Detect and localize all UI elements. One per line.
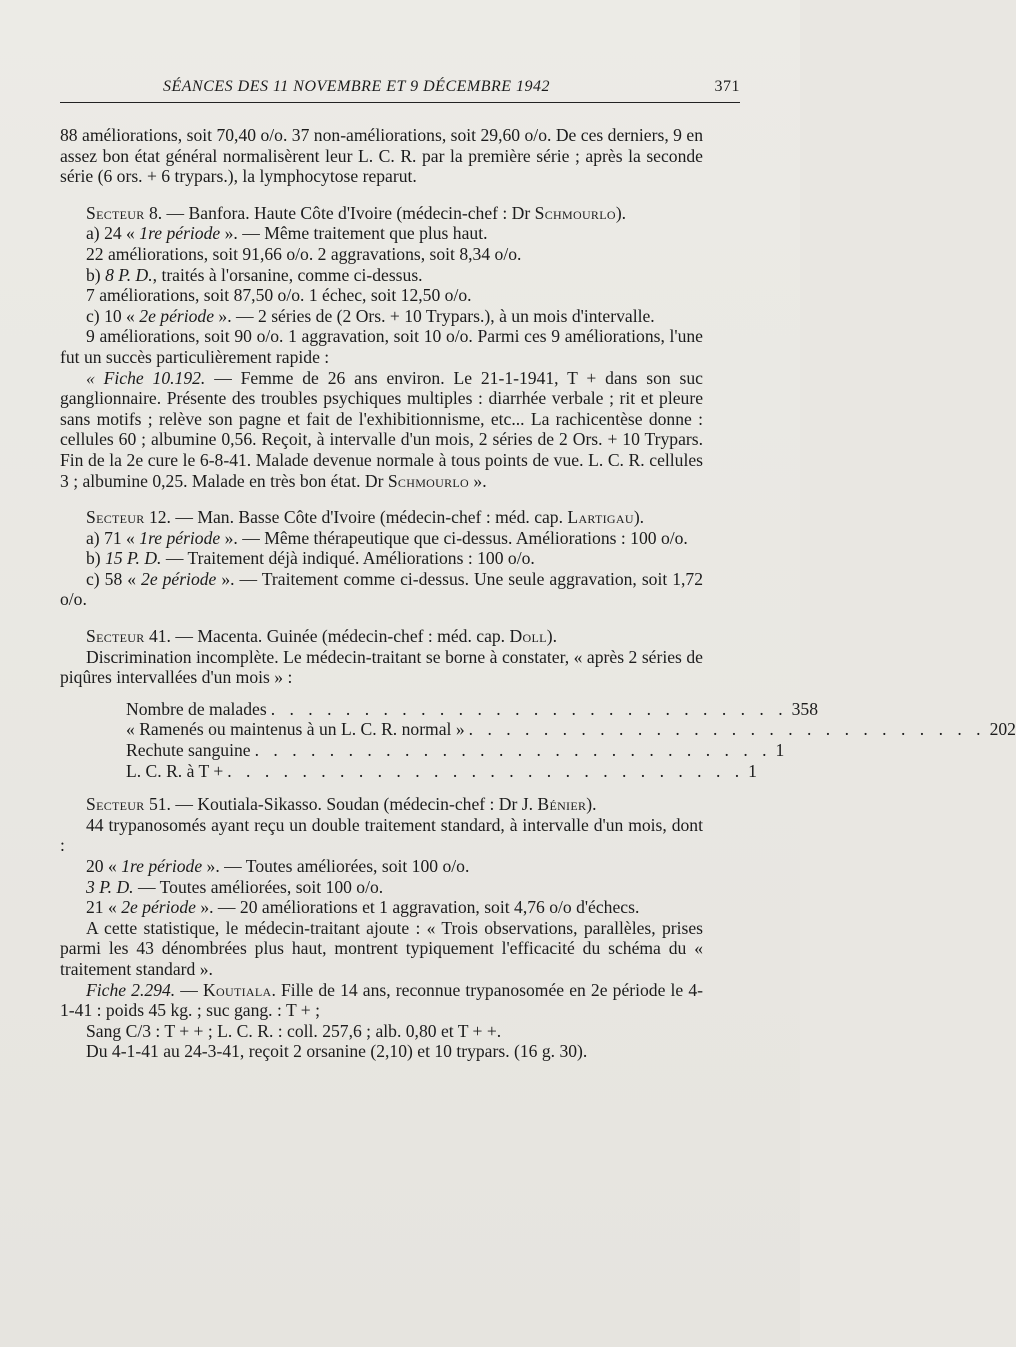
table-row: Nombre de malades . . . . . . . . . . . . . . . . . . . . . . . . . . . . 358	[126, 698, 819, 719]
sector-8-item-c: c) 10 « 2e période ». — 2 séries de (2 Ors. + 10 Trypars.), à un mois d'intervalle.	[86, 305, 655, 326]
sector-51-intro: 44 trypanosomés ayant reçu un double traitement standard, à intervalle d'un mois, dont :	[60, 814, 703, 856]
header-title: SÉANCES DES 11 NOVEMBRE ET 9 DÉCEMBRE 1942	[163, 78, 551, 95]
doctor-name: Doll	[509, 626, 547, 647]
sector-label: Secteur	[86, 794, 145, 815]
doctor-name: Bénier	[537, 794, 587, 815]
sector-51-heading: Secteur 51. — Koutiala-Sikasso. Soudan (médecin-chef : Dr J. Bénier).	[86, 794, 597, 815]
sector-8-result-c: 9 améliorations, soit 90 o/o. 1 aggravation, soit 10 o/o. Parmi ces 9 améliorations, l'une fut un succès particulièrement rapide :	[60, 326, 703, 367]
sector-8-result-a: 22 améliorations, soit 91,66 o/o. 2 aggravations, soit 8,34 o/o.	[86, 243, 522, 264]
running-header	[60, 78, 740, 103]
page-number: 371	[714, 78, 740, 95]
paragraph-results: 88 améliorations, soit 70,40 o/o. 37 non-améliorations, soit 29,60 o/o. De ces derniers, 9 en assez bon état général normalisèrent leur L. C. R. par la première série ; après la seconde série (6 ors. + 6 trypars.), la lymphocytose reparut.	[60, 125, 703, 187]
sector-12-item-c: c) 58 « 2e période ». — Traitement comme ci-dessus. Une seule aggravation, soit 1,72 o/o.	[60, 568, 704, 610]
sector-12-item-b: b) 15 P. D. — Traitement déjà indiqué. Améliorations : 100 o/o.	[86, 548, 535, 569]
body-text	[60, 125, 1016, 1062]
table-row: « Ramenés ou maintenus à un L. C. R. normal » . . . . . . . . . . . . . . . . . . . . . . . . . . . . 202	[126, 719, 1016, 740]
case-treatment: Du 4-1-41 au 24-3-41, reçoit 2 orsanine (2,10) et 10 trypars. (16 g. 30).	[86, 1041, 588, 1062]
doctor-name: Lartigau	[567, 507, 634, 528]
sector-label: Secteur	[86, 626, 145, 647]
sector-label: Secteur	[86, 507, 145, 528]
doctor-name: Schmourlo	[387, 470, 470, 491]
place-name: Koutiala	[203, 979, 272, 1000]
sector-12-item-a: a) 71 « 1re période ». — Même thérapeutique que ci-dessus. Améliorations : 100 o/o.	[86, 527, 688, 548]
sector-51-item-b: 3 P. D. — Toutes améliorées, soit 100 o/o.	[86, 876, 384, 897]
sector-51-statistic: A cette statistique, le médecin-traitant ajoute : « Trois observations, parallèles, prises parmi les 43 dénombrées plus haut, montrent typiquement l'efficacité du schéma du « traitement standard ».	[60, 917, 703, 979]
statistics-table	[126, 698, 1016, 781]
sector-51-item-a: 20 « 1re période ». — Toutes améliorées, soit 100 o/o.	[86, 856, 470, 876]
doctor-name: Schmourlo	[534, 202, 616, 223]
case-fiche-2294: Fiche 2.294. — Koutiala. Fille de 14 ans, reconnue trypanosomée en 2e période le 4-1-41 : poids 45 kg. ; suc gang. : T + ;	[60, 979, 704, 1021]
sector-41-intro: Discrimination incomplète. Le médecin-traitant se borne à constater, « après 2 séries de piqûres intervallées d'un mois » :	[60, 646, 703, 688]
case-fiche-10192: « Fiche 10.192. — Femme de 26 ans environ. Le 21-1-1941, T + dans son suc ganglionnaire. Présente des troubles psychiques multiples : diarrhée verbale ; rit et pleure sans motifs ; relève son pagne et fait de l'exhibitionnisme, etc... La rachicentèse donne : cellules 60 ; albumine 0,56. Reçoit, à intervalle d'un mois, 2 séries de 2 Ors. + 10 Trypars. Fin de la 2e cure le 6-8-41. Malade devenue normale à tous points de vue. L. C. R. cellules 3 ; albumine 0,25. Malade en très bon état. Dr Schmourlo ».	[60, 367, 703, 491]
case-blood-results: Sang C/3 : T + + ; L. C. R. : coll. 257,6 ; alb. 0,80 et T + +.	[86, 1020, 502, 1041]
sector-51-item-c: 21 « 2e période ». — 20 améliorations et 1 aggravation, soit 4,76 o/o d'échecs.	[86, 897, 640, 918]
table-row: Rechute sanguine . . . . . . . . . . . . . . . . . . . . . . . . . . . . 1	[126, 740, 785, 761]
sector-41-heading: Secteur 41. — Macenta. Guinée (médecin-chef : méd. cap. Doll).	[86, 626, 557, 647]
sector-8-heading: Secteur 8. — Banfora. Haute Côte d'Ivoire (médecin-chef : Dr Schmourlo).	[86, 202, 627, 223]
sector-12-heading: Secteur 12. — Man. Basse Côte d'Ivoire (médecin-chef : méd. cap. Lartigau).	[86, 507, 645, 528]
table-row: L. C. R. à T + . . . . . . . . . . . . . . . . . . . . . . . . . . . . 1	[126, 760, 757, 781]
sector-8-item-a: a) 24 « 1re période ». — Même traitement que plus haut.	[86, 223, 488, 244]
sector-8-item-b: b) 8 P. D., traités à l'orsanine, comme ci-dessus.	[86, 264, 423, 285]
sector-label: Secteur	[86, 202, 145, 223]
sector-8-result-b: 7 améliorations, soit 87,50 o/o. 1 échec, soit 12,50 o/o.	[86, 285, 472, 306]
